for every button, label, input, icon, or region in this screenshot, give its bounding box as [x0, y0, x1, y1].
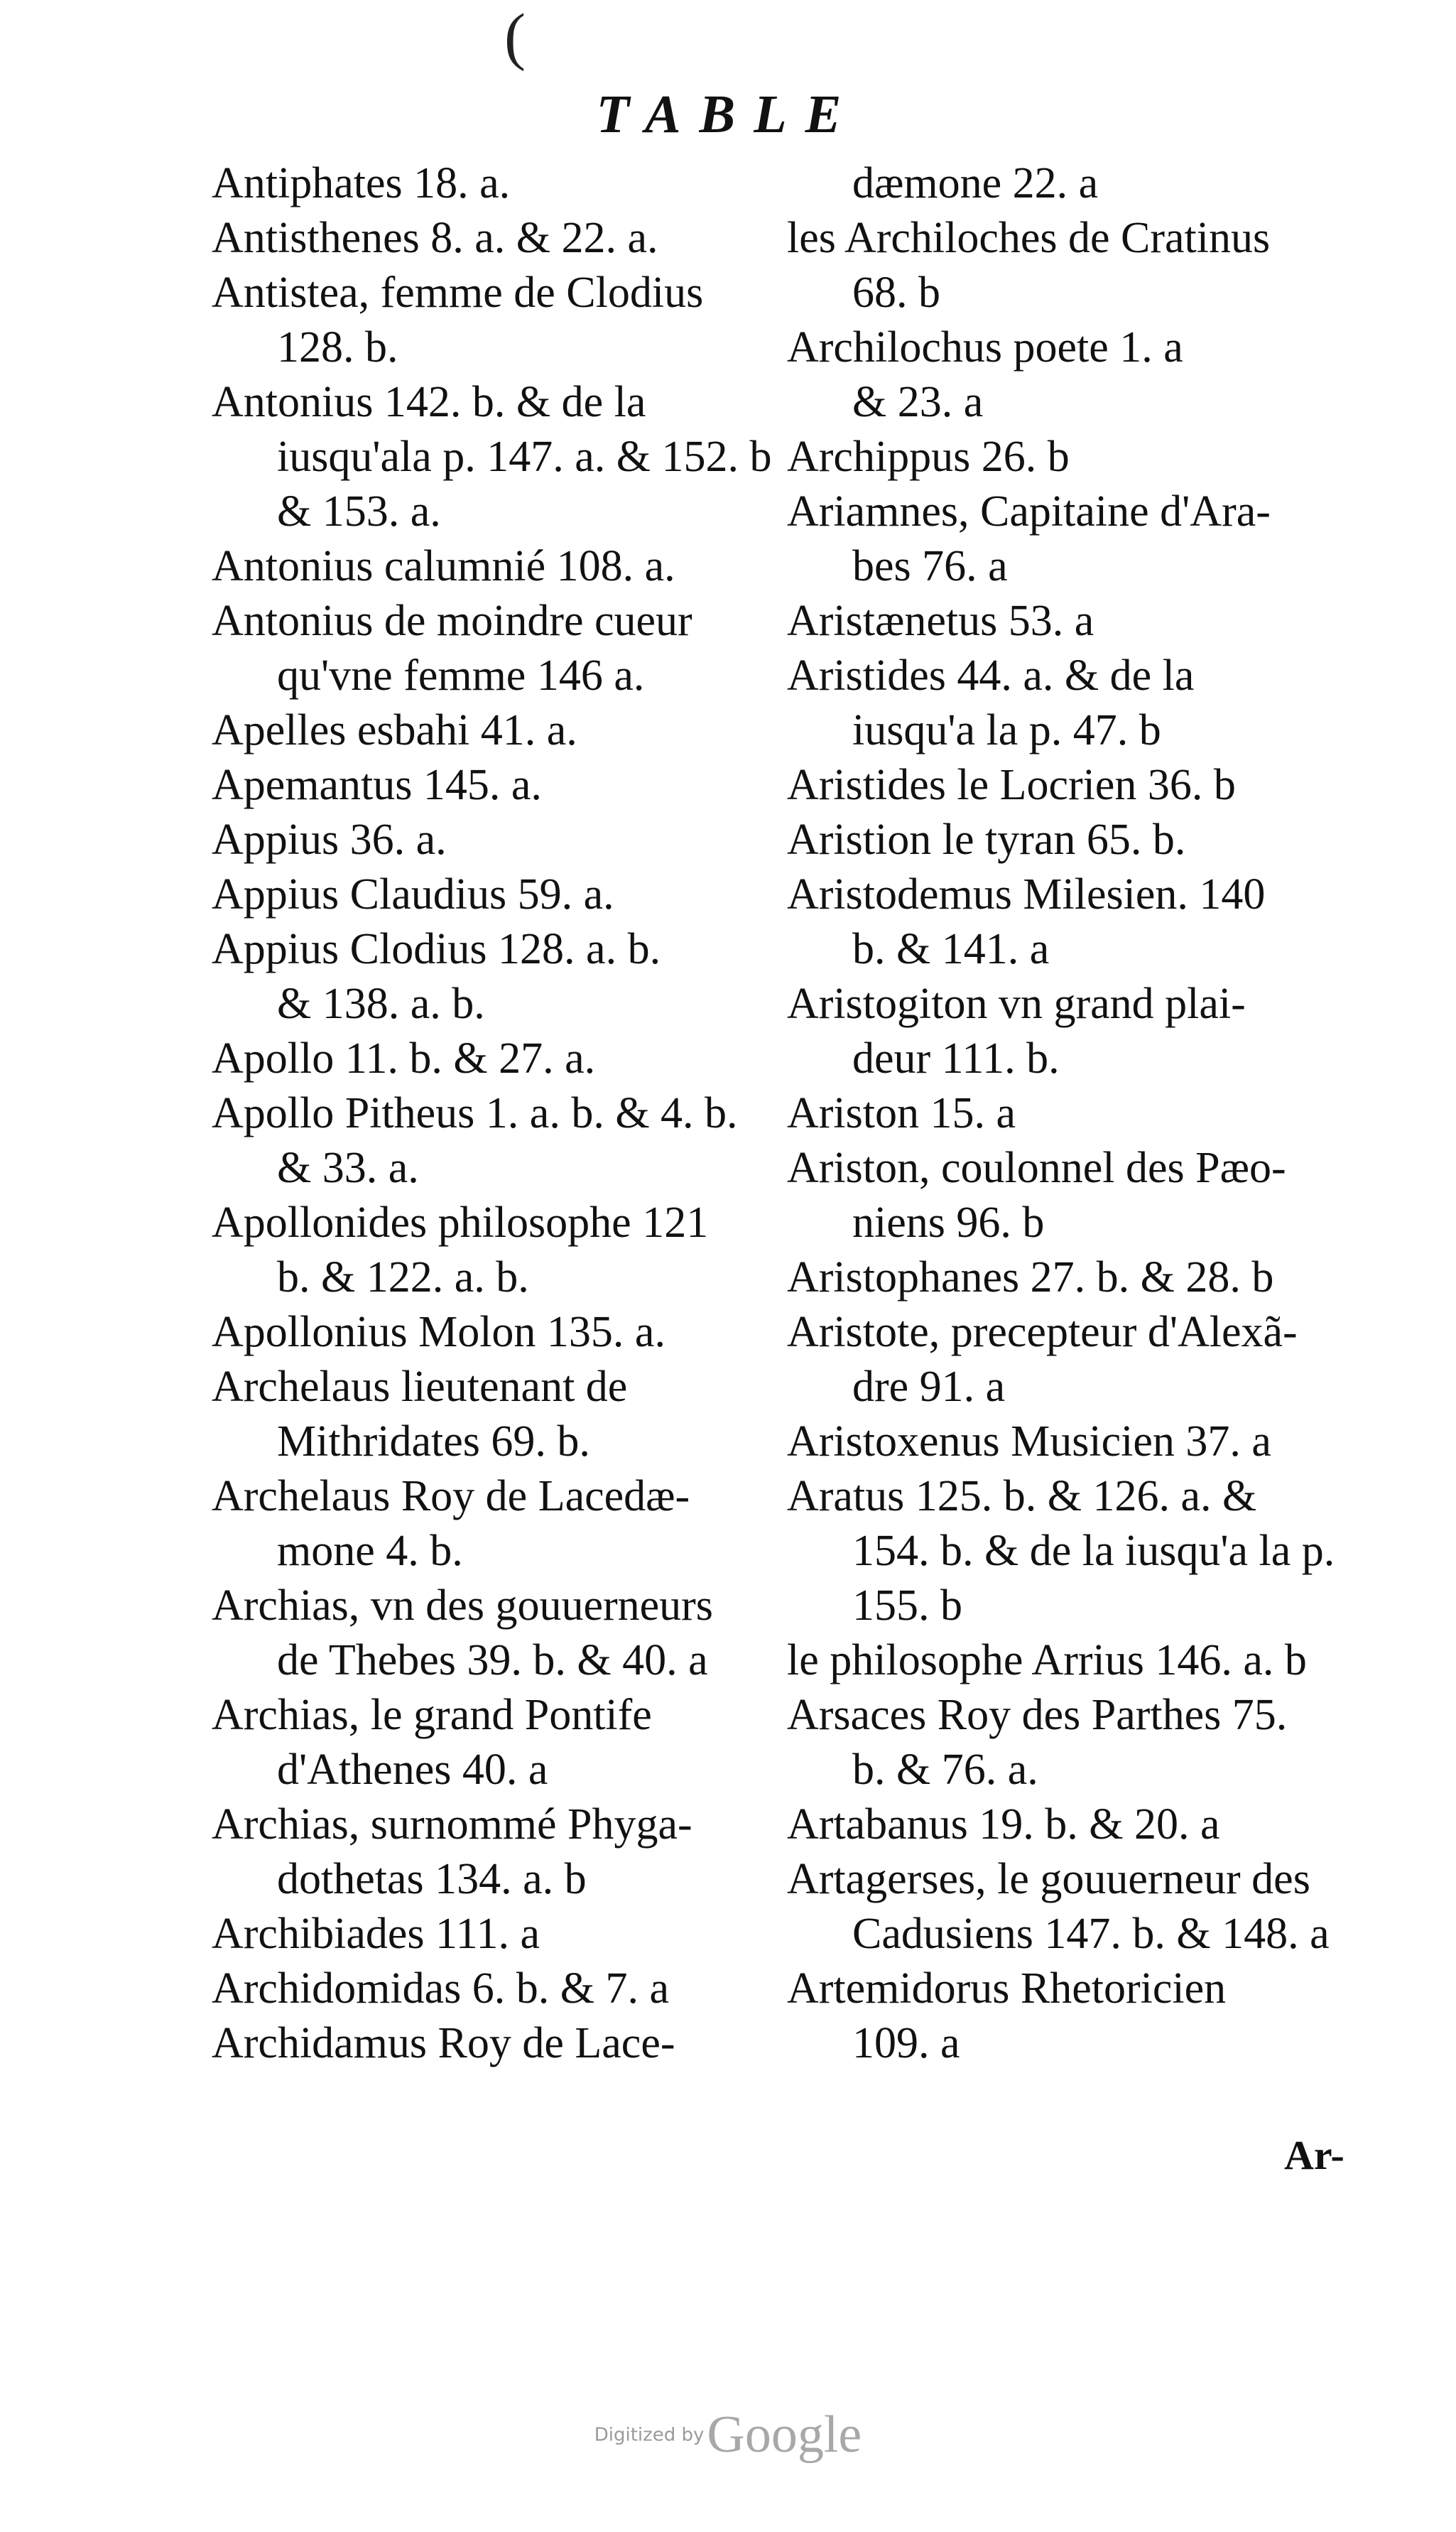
- index-entry-line: Artagerses, le gouuerneur des: [787, 1855, 1310, 1903]
- index-entry-line: Appius Claudius 59. a.: [212, 870, 614, 919]
- index-entry-line: qu'vne femme 146 a.: [277, 651, 645, 700]
- index-entry-line: Archias, le grand Pontife: [212, 1691, 652, 1739]
- running-head: TABLE: [596, 85, 860, 144]
- ink-mark: (: [504, 1, 526, 72]
- index-entry-line: Cadusiens 147. b. & 148. a: [852, 1910, 1330, 1958]
- digitized-by-label: Digitized by: [594, 2424, 705, 2446]
- index-entry-line: Archibiades 111. a: [212, 1910, 540, 1958]
- index-entry-line: Aristides 44. a. & de la: [787, 651, 1195, 700]
- index-entry-line: Artemidorus Rhetoricien: [787, 1964, 1227, 2013]
- index-entry-line: Ariamnes, Capitaine d'Ara-: [787, 487, 1271, 536]
- index-entry-line: Aristides le Locrien 36. b: [787, 761, 1236, 809]
- index-entry-line: & 33. a.: [277, 1144, 419, 1192]
- index-entry-line: 128. b.: [277, 323, 398, 372]
- index-entry-line: Antistea, femme de Clodius: [212, 269, 704, 317]
- index-entry-line: Archelaus lieutenant de: [212, 1363, 628, 1411]
- index-entry-line: Archilochus poete 1. a: [787, 323, 1183, 372]
- index-entry-line: Aristoxenus Musicien 37. a: [787, 1417, 1271, 1466]
- index-entry-line: Apollonius Molon 135. a.: [212, 1308, 665, 1356]
- index-entry-line: Archias, surnommé Phyga-: [212, 1800, 692, 1849]
- index-column-right: [787, 156, 1384, 2071]
- google-logo: Google: [707, 2406, 862, 2464]
- index-entry-line: Antonius 142. b. & de la: [212, 378, 646, 426]
- index-entry-line: Antonius de moindre cueur: [212, 597, 692, 645]
- index-entry-line: Archippus 26. b: [787, 433, 1070, 481]
- index-entry-line: & 153. a.: [277, 487, 441, 536]
- index-entry-line: Apemantus 145. a.: [212, 761, 542, 809]
- index-entry-line: le philosophe Arrius 146. a. b: [787, 1636, 1307, 1684]
- index-entry-line: Apollo 11. b. & 27. a.: [212, 1034, 596, 1083]
- index-entry-line: Aristote, precepteur d'Alexã-: [787, 1308, 1298, 1356]
- index-entry-line: Archias, vn des gouuerneurs: [212, 1581, 713, 1630]
- index-entry-line: dothetas 134. a. b: [277, 1855, 587, 1903]
- index-entry-line: dre 91. a: [852, 1363, 1006, 1411]
- index-entry-line: Artabanus 19. b. & 20. a: [787, 1800, 1220, 1849]
- index-entry-line: Apelles esbahi 41. a.: [212, 706, 577, 754]
- index-entry-line: Appius 36. a.: [212, 816, 447, 864]
- index-entry-line: Aristogiton vn grand plai-: [787, 980, 1246, 1028]
- index-entry-line: Mithridates 69. b.: [277, 1417, 590, 1466]
- index-column-left: [212, 156, 794, 2071]
- index-entry-line: Appius Clodius 128. a. b.: [212, 925, 661, 973]
- index-entry-line: Ariston, coulonnel des Pæo-: [787, 1144, 1286, 1192]
- index-entry-line: iusqu'a la p. 47. b: [852, 706, 1161, 754]
- index-entry-line: Antonius calumnié 108. a.: [212, 542, 675, 590]
- index-entry-line: niens 96. b: [852, 1199, 1045, 1247]
- index-entry-line: Ariston 15. a: [787, 1089, 1016, 1137]
- index-entry-line: mone 4. b.: [277, 1527, 463, 1575]
- index-entry-line: 155. b: [852, 1581, 962, 1630]
- index-entry-line: Archelaus Roy de Lacedæ-: [212, 1472, 690, 1520]
- catchword: Ar-: [1284, 2132, 1344, 2178]
- index-entry-line: Apollonides philosophe 121: [212, 1199, 709, 1247]
- index-entry-line: & 23. a: [852, 378, 984, 426]
- index-entry-line: b. & 141. a: [852, 925, 1050, 973]
- index-entry-line: b. & 122. a. b.: [277, 1253, 529, 1302]
- index-entry-line: Archidamus Roy de Lace-: [212, 2019, 675, 2067]
- index-entry-line: Aristænetus 53. a: [787, 597, 1094, 645]
- index-entry-line: b. & 76. a.: [852, 1746, 1038, 1794]
- index-entry-line: Arsaces Roy des Parthes 75.: [787, 1691, 1288, 1739]
- index-entry-line: Aristodemus Milesien. 140: [787, 870, 1266, 919]
- index-entry-line: Archidomidas 6. b. & 7. a: [212, 1964, 670, 2013]
- index-entry-line: de Thebes 39. b. & 40. a: [277, 1636, 708, 1684]
- index-entry-line: Aratus 125. b. & 126. a. &: [787, 1472, 1257, 1520]
- index-entry-line: iusqu'ala p. 147. a. & 152. b: [277, 433, 772, 481]
- index-entry-line: Aristophanes 27. b. & 28. b: [787, 1253, 1274, 1302]
- index-entry-line: 109. a: [852, 2019, 960, 2067]
- index-entry-line: Aristion le tyran 65. b.: [787, 816, 1186, 864]
- index-entry-line: 68. b: [852, 269, 940, 317]
- index-entry-line: Apollo Pitheus 1. a. b. & 4. b.: [212, 1089, 738, 1137]
- index-entry-line: bes 76. a: [852, 542, 1008, 590]
- index-entry-line: deur 111. b.: [852, 1034, 1060, 1083]
- digitization-watermark: [0, 2405, 1456, 2465]
- index-entry-line: d'Athenes 40. a: [277, 1746, 548, 1794]
- index-entry-line: Antisthenes 8. a. & 22. a.: [212, 214, 658, 262]
- index-entry-line: 154. b. & de la iusqu'a la p.: [852, 1527, 1335, 1575]
- index-entry-line: & 138. a. b.: [277, 980, 485, 1028]
- index-entry-line: Antiphates 18. a.: [212, 159, 511, 207]
- index-entry-line: dæmone 22. a: [852, 159, 1099, 207]
- index-entry-line: les Archiloches de Cratinus: [787, 214, 1271, 262]
